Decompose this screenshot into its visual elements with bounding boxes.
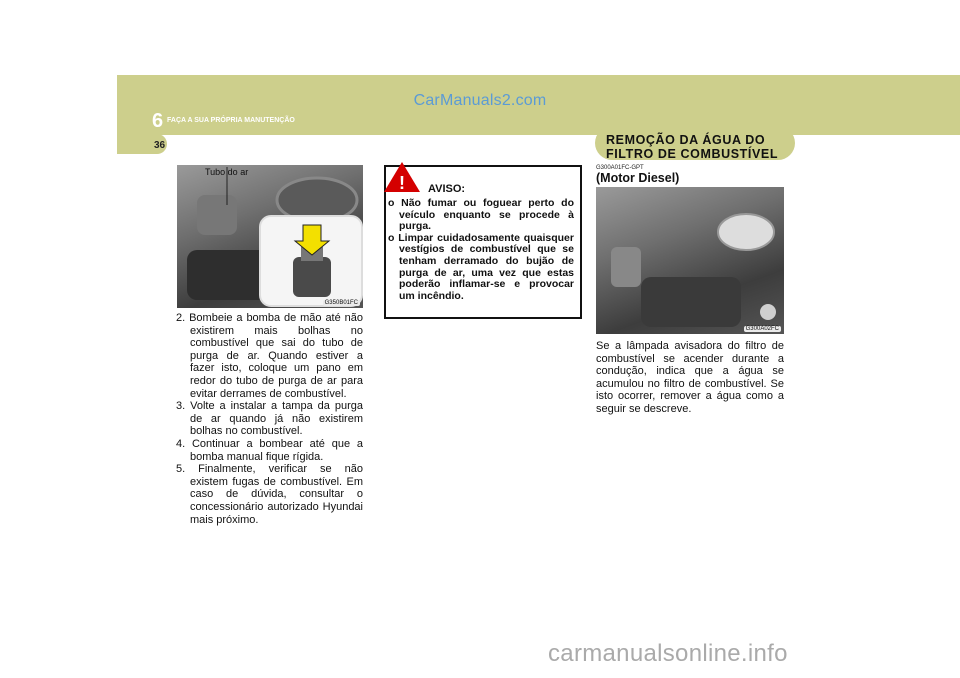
arrow-down-icon [295,225,329,255]
watermark-top[interactable]: CarManuals2.com [413,92,547,109]
warning-list [388,198,574,302]
engine-photo-diesel [596,187,784,334]
warning-triangle-icon [382,160,422,194]
warning-item: o Limpar cuidadosamente quaisquer vestígios de combustível que se tenham derramado do bujão de purga de ar, uma vez que estas poderão inflamar-se e provocar um incêndio. [388,231,574,302]
list-item: 3. Volte a instalar a tampa da purga de ar quando já não existirem bolhas no combustível. [176,400,363,438]
fuel-filter-closeup [261,217,361,305]
engine-illustration [596,187,784,334]
svg-text:!: ! [399,173,405,193]
warning-item: o Não fumar ou foguear perto do veículo enquanto se procede à purga. [388,197,574,233]
page-number: 36 [154,140,166,151]
list-item: 5. Finalmente, verificar se não existem fugas de combustível. Em caso de dúvida, consultar o concessionário autorizado Hyundai mais próximo. [176,463,363,526]
section-title-line1: REMOÇÃO DA ÁGUA DO [606,133,766,147]
section-code: G300A01FC-GPT [596,165,644,171]
warning-title: AVISO: [428,183,466,195]
figure-code-left: G350B01FC [324,300,358,306]
list-item: 4. Continuar a bombear até que a bomba manual fique rígida. [176,437,363,463]
steps-list [176,312,363,526]
section-title [606,133,786,161]
air-tube-inset [259,215,363,307]
engine-type-subheading: (Motor Diesel) [596,171,680,185]
air-tube-label: Tubo do ar [205,167,249,177]
watermark-bottom[interactable]: carmanualsonline.info [548,640,788,667]
chapter-title: FAÇA A SUA PRÓPRIA MANUTENÇÃO [167,117,295,124]
chapter-number: 6 [152,110,164,132]
section-title-line2: FILTRO DE COMBUSTÍVEL [606,147,779,161]
list-item: 2. Bombeie a bomba de mão até não existirem mais bolhas no combustível que sai do tubo de purga de ar. Quando estiver a fazer isto, coloque um pano em redor do tubo de purga de ar para evitar derrames de combustível. [176,312,363,400]
filter-water-paragraph: Se a lâmpada avisadora do filtro de combustível se acender durante a condução, indica que a água se acumulou no filtro de combustível. Se isto ocorrer, remover a água como a seguir se descreve. [596,340,784,415]
engine-photo-air-tube [177,165,363,308]
figure-code-right: G300A02FC [745,326,779,332]
